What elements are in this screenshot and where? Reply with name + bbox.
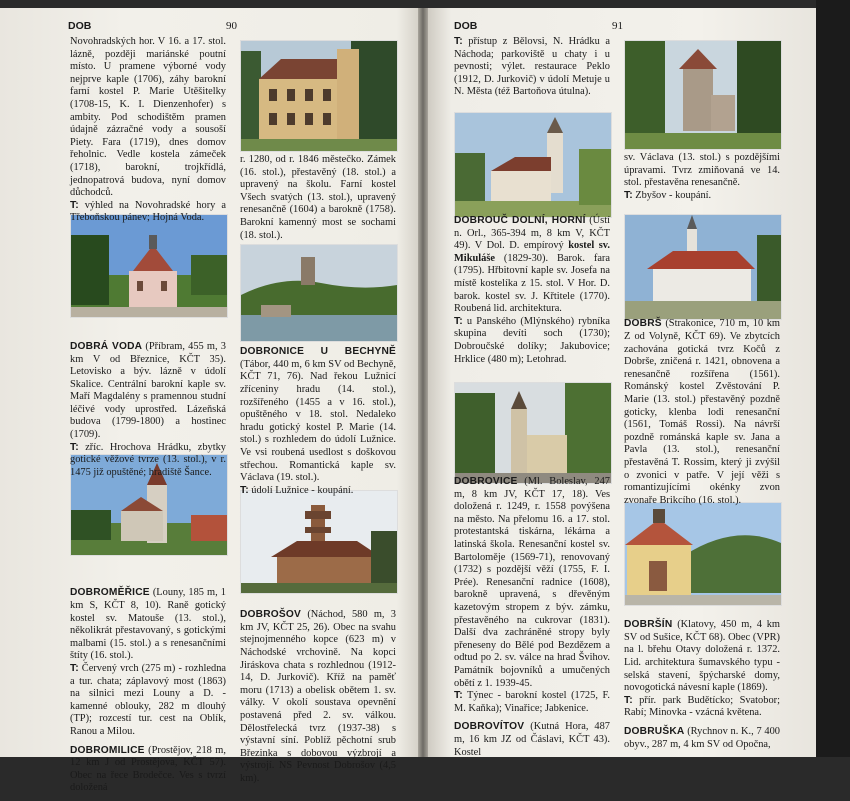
page-edge-shadow — [816, 0, 850, 757]
entry-heading-dobruska: DOBRUŠKA — [624, 726, 685, 738]
running-header: DOB — [68, 20, 92, 32]
photo-baroque-building — [240, 40, 398, 152]
entry-body-dobrovitov: (Kutná Hora, 487 m, 16 km JZ od Čáslavi, KČT 43). Kostel — [454, 721, 610, 758]
entry-body-dobromilice: (Prostějov, 218 m, 12 km J od Prostějova, KČT 57). Obec na řece Brodečce. Ves s tvrzí doložená — [70, 744, 226, 794]
entry-heading-dobronice: DOBRONICE U BECHYNĚ — [240, 346, 396, 358]
entry-heading-dobrosov: DOBROŠOV — [240, 609, 302, 621]
entry-body-dobruska: (Rychnov n. K., 7 400 obyv., 287 m, 4 km SV od Opočna, — [624, 726, 780, 750]
left-column-2 — [240, 154, 396, 792]
entry-body-dobrouc-cont: (1829-30). Barok. fara (1795). Hřbitovní kaple sv. Josefa na místě kostelíka z 15. stol. V Hor. D. barok. kostel sv. J. Křtitele (1770). Roubená lid. architektura. — [454, 252, 610, 315]
page-number: 91 — [612, 20, 623, 32]
entry-heading-dobra-voda: DOBRÁ VODA — [70, 340, 143, 352]
left-page — [0, 8, 418, 794]
book-gutter — [418, 8, 428, 757]
entry-highlight: kostel sv. Mikuláše — [454, 240, 610, 264]
entry-body-dobrosov: (Náchod, 580 m, 3 km JV, KČT 25, 26). Obec na svahu stejnojmenného kopce (623 m) v Náchodské vrchovině. Na kopci Jiráskova chata s rozhlednou (1912-14, D. Jurkovič). Kříž na paměť moru (1713) a obelisk obětem 1. sv. války. V okolí soustava opevnění postavená před 2. sv. válkou. Dělostřelecká tvrz (1937-38) s výstavní síní. Poblíž pěchotní srub Březinka s dobovou výzbrojí a výstrojí. NS Pevnost Dobrošov (4,5 km). — [240, 609, 396, 784]
tip-text: Zbyšov - koupání. — [632, 189, 712, 201]
entry-heading-dobrs: DOBRŠ — [624, 318, 662, 330]
tip-label: T: — [454, 36, 463, 47]
entry-continuation: r. 1280, od r. 1846 městečko. Zámek (16. stol.), přestavěný (18. stol.) a upravený na školu. Farní kostel Všech svatých (13. stol.), upravený renesančně (1604) a barokně (1758). Barokní kamenný most se sochami (18. stol.). — [240, 154, 396, 241]
entry-body-dobrs: (Strakonice, 710 m, 10 km Z od Volyně, KČT 69). Ve zbytcích zachována gotická tvrz Kočů z Dobrše, zničená r. 1421, obnovena a renesančně rozšířena (1561). Románský kostel Zvěstování P. Marie (13. stol.) přestavěný pozdně goticky, klenba lodi renesanční (1561, Tomáš Rossi). Na návrší pozdně románská kaple sv. Jana a Pavla (13. stol.), renesanční přestavěná T. Rossim, který ji zvýšil o zvonici v patře. V její věži s romantizujícími okénky zvon zvonaře Brikcího (16. stol.). — [624, 318, 780, 506]
tip-text: přír. park Budětícko; Svatobor; Rabí; Minovka - vzácná květena. — [624, 694, 780, 719]
tip-text: údolí Lužnice - koupání. — [248, 484, 354, 496]
entry-continuation: sv. Václava (13. stol.) s pozdějšími úpravami. Tvrz zmiňovaná ve 14. stol. přestavěna renesančně. — [624, 152, 780, 189]
tip-label: T: — [70, 441, 79, 453]
tip-label: T: — [624, 189, 633, 201]
tip-text: Červený vrch (275 m) - rozhledna a tur. chata; záplavový most (1863) na silnici mezi Louny a D. - kamenné oblouky, 282 m dlouhý (TP); rozcestí tur. cest na Oblík, Ranou a Milou. — [70, 663, 226, 737]
entry-body-dobrovice: (Ml. Boleslav, 247 m, 8 km JV, KČT 17, 18). Ves doložená r. 1249, r. 1558 povýšena na město. Na přelomu 16. a 17. stol. protestantská tiskárna, lékárna a latinská škola. Renesanční kostel sv. Bartoloměje (1569-71), renovovaný (1732) s pozdější věží (1755, F. I. Prée). Renesanční radnice (1608), barokně upravená, s dřevěným kazetovým stropem z býv. zámku, přestavěného na cukrovar (1831). Další dva zachráněné stropy byly přeneseny do Bělé pod Bezdězem a odtud po 2. sv. válce na hrad Švihov. Památník bojovníků a umučených obětí z 1. 1939-45. — [454, 476, 610, 689]
tip-text: Týnec - barokní kostel (1725, F. M. Kaňka); Vinařice; Jabkenice. — [454, 690, 610, 714]
tip-label: T: — [624, 694, 633, 706]
tip-text: přístup z Bělovsi, N. Hrádku a Náchoda; parkoviště u chaty i u pevnosti; výlet. restaurace Peklo (1912, D. Jurkovič) v údolí Metuje u N. Města (též Bartoňova útulna). — [454, 36, 610, 98]
page-number: 90 — [226, 20, 237, 32]
entry-body-dobronice: (Tábor, 440 m, 6 km SV od Bechyně, KČT 71, 76). Nad řekou Lužnicí zříceniny hradu (14. stol.), rozšířeného (1455 a v 16. stol.), opuštěného v 18. stol. Nedaleko hradu gotický kostel P. Marie (14. stol.) s rozhledem do údolí Lužnice. Ve vsi roubená usedlost s doškovou střechou. Romantická kaple sv. Václava (19. stol.). — [240, 358, 396, 484]
entry-heading-dobromilice: DOBROMILICE — [70, 744, 145, 756]
photo-church-dobrovitov — [624, 40, 782, 150]
tip-text: výhled na Novohradské hory a Třeboňskou pánev; Hojná Voda. — [70, 199, 226, 224]
tip-text: u Panského (Mlýnského) rybníka skupina devíti soch (1730); Dobroučské dolíky; Jakubovice; Hrklice (480 m); Letohrad. — [454, 315, 610, 365]
entry-heading-dobrsin: DOBRŠÍN — [624, 619, 673, 631]
entry-heading-dobromerice: DOBROMĚŘICE — [70, 587, 150, 599]
entry-body-dobromerice: (Louny, 185 m, 1 km S, KČT 8, 10). Raně gotický kostel sv. Matouše (13. stol.), několikrát přestavovaný, s gotickými malbami (15. stol.) a s renesančními štíty (16. stol.). — [70, 587, 226, 662]
tip-text: zříc. Hrochova Hrádku, zbytky gotické věžové tvrze (13. stol.), v r. 1475 již opuštěné; hradiště Šance. — [70, 441, 226, 478]
entry-body-dobrouc: (Ústí n. Orl., 365-394 m, 8 km V, KČT 49). V Dol. D. empírový — [454, 214, 610, 252]
running-header: DOB — [454, 20, 478, 32]
entry-heading-dobrovice: DOBROVICE — [454, 476, 518, 488]
right-column-2 — [624, 152, 780, 757]
entry-body-dobrsin: (Klatovy, 450 m, 4 km SV od Sušice, KČT 68). Obec (VPR) na l. břehu Otavy doložená r. 1372. Lid. architektura šumavského typu - selská stavení, špýcharské domy, novogotická návesní kaple (1869). — [624, 619, 780, 694]
entry-intro-text: Novohradských hor. V 16. a 17. stol. lázně, později mariánské poutní místo. U pramene výborné vody nejprve kaple (1706), záhy barokní farní kostel P. Marie Utěšitelky (1708-15, K. I. Dienzenhofer) s ambity. Pod schodištěm pramen údajně zázračné vody a sousoší Piety. Fara (1719), dnes domov řeholnic. Vedle kostela zámeček (1718), barokní, trojkřídlá, jednopatrová budova, nyní domov důchodců. — [70, 36, 226, 199]
right-column-1 — [454, 36, 610, 765]
tip-label: T: — [70, 199, 79, 211]
tip-label: T: — [454, 690, 463, 702]
tip-label: T: — [70, 663, 79, 674]
tip-label: T: — [454, 315, 463, 327]
entry-heading-dobrouc: DOBROUČ DOLNÍ, HORNÍ — [454, 214, 586, 226]
tip-label: T: — [240, 484, 249, 496]
left-column-1 — [70, 36, 226, 801]
entry-heading-dobrovitov: DOBROVÍTOV — [454, 721, 525, 733]
right-page — [428, 8, 816, 757]
entry-body-dobra-voda: (Příbram, 455 m, 3 km V od Březnice, KČT 35). Letovisko a býv. lázně v údolí Skalice. Centrální barokní kaple sv. Maří Magdalény s pramennou studní léčivé vody uprostřed. Lázeňská budova (1799-1800) a hostinec (1709). — [70, 340, 226, 441]
